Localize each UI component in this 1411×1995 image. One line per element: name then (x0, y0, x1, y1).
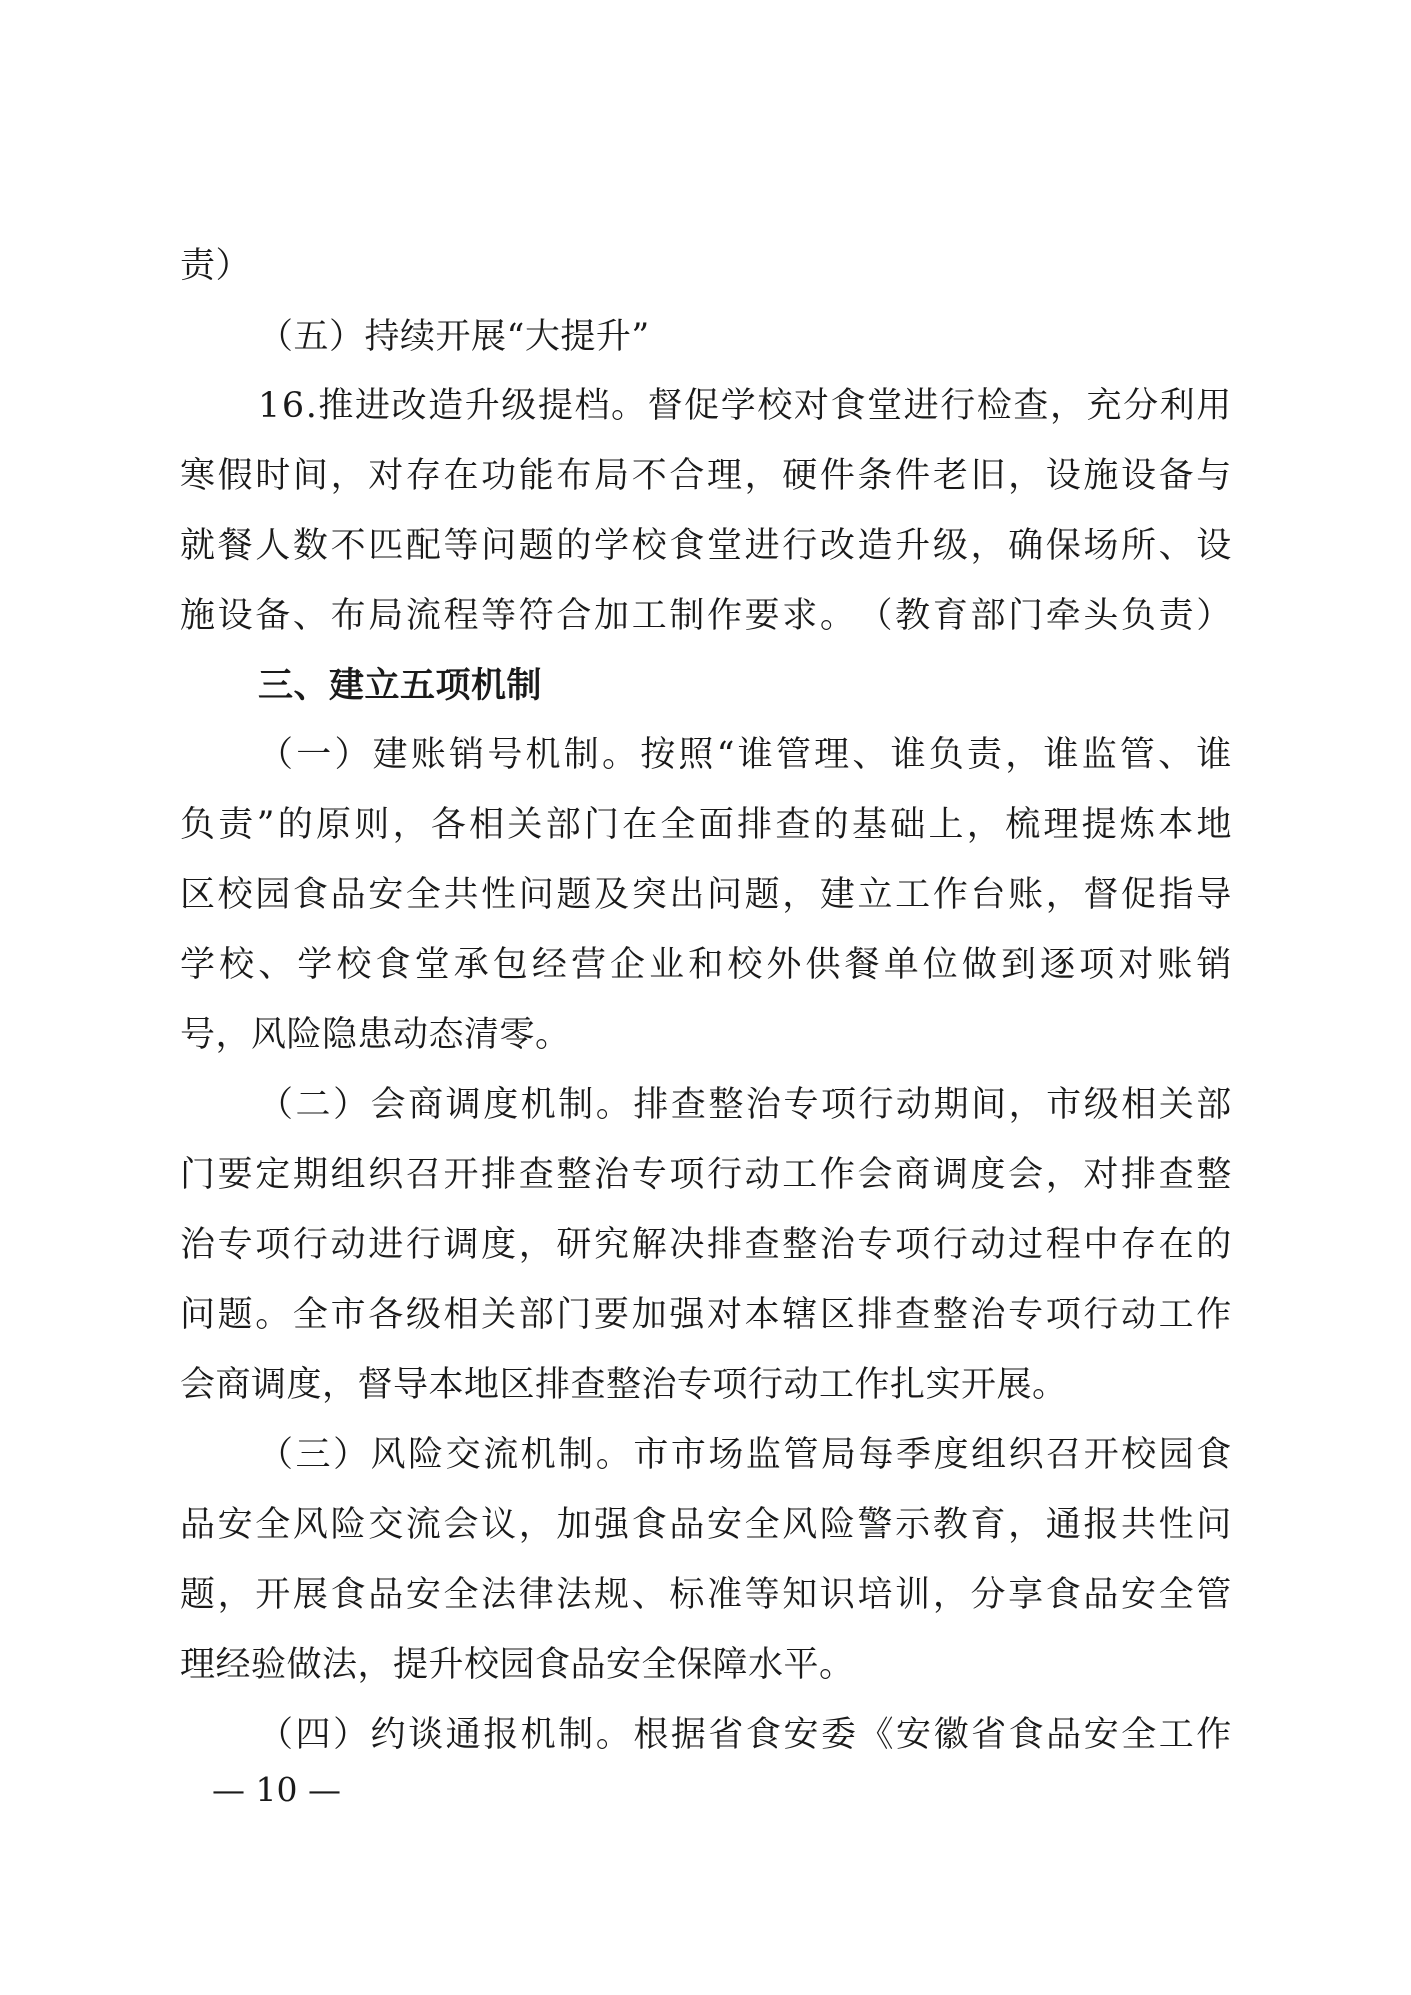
text-line: 题 ， 开 展 食 品 安 全 法 律 法 规 、 标 准 等 知 识 培 训 ， 分 享 食 品 安 全 管 (180, 1575, 1232, 1615)
text-line: 门 要 定 期 组 织 召 开 排 查 整 治 专 项 行 动 工 作 会 商 调 度 会 ， 对 排 查 整 (180, 1155, 1232, 1195)
text-line: 理经验做法，提升校园食品安全保障水平。 (180, 1645, 855, 1685)
text-line: 区 校 园 食 品 安 全 共 性 问 题 及 突 出 问 题 ， 建 立 工 作 台 账 ， 督 促 指 导 (180, 875, 1232, 915)
text-line: 寒 假 时 间 ， 对 存 在 功 能 布 局 不 合 理 ， 硬 件 条 件 老 旧 ， 设 施 设 备 与 (180, 456, 1232, 496)
text-line: （ 二 ） 会 商 调 度 机 制 。 排 查 整 治 专 项 行 动 期 间 ， 市 级 相 关 部 (258, 1085, 1232, 1125)
text-line: 1 6 . 推 进 改 造 升 级 提 档 。 督 促 学 校 对 食 堂 进 行 检 查 ， 充 分 利 用 (258, 386, 1232, 426)
page-number: — 10 — (212, 1770, 341, 1809)
text-line: （ 四 ） 约 谈 通 报 机 制 。 根 据 省 食 安 委 《 安 徽 省 食 品 安 全 工 作 (258, 1715, 1232, 1755)
text-line: 品 安 全 风 险 交 流 会 议 ， 加 强 食 品 安 全 风 险 警 示 教 育 ， 通 报 共 性 问 (180, 1505, 1232, 1545)
text-line: 会商调度，督导本地区排查整治专项行动工作扎实开展。 (180, 1365, 1068, 1405)
text-line: 施 设 备 、 布 局 流 程 等 符 合 加 工 制 作 要 求 。 （ 教 育 部 门 牵 头 负 责 ） (180, 596, 1232, 636)
text-line: 就 餐 人 数 不 匹 配 等 问 题 的 学 校 食 堂 进 行 改 造 升 级 ， 确 保 场 所 、 设 (180, 526, 1232, 566)
text-line: 负 责 ” 的 原 则 ， 各 相 关 部 门 在 全 面 排 查 的 基 础 上 ， 梳 理 提 炼 本 地 (180, 805, 1232, 845)
text-line: 问 题 。 全 市 各 级 相 关 部 门 要 加 强 对 本 辖 区 排 查 整 治 专 项 行 动 工 作 (180, 1295, 1232, 1335)
text-line: （ 一 ） 建 账 销 号 机 制 。 按 照 “ 谁 管 理 、 谁 负 责 ， 谁 监 管 、 谁 (258, 735, 1232, 775)
text-line: 学 校 、 学 校 食 堂 承 包 经 营 企 业 和 校 外 供 餐 单 位 做 到 逐 项 对 账 销 (180, 945, 1232, 985)
section-heading: 三、建立五项机制 (258, 666, 543, 706)
text-line: 治 专 项 行 动 进 行 调 度 ， 研 究 解 决 排 查 整 治 专 项 行 动 过 程 中 存 在 的 (180, 1225, 1232, 1265)
text-line: 责） (180, 246, 252, 286)
text-line: （ 三 ） 风 险 交 流 机 制 。 市 市 场 监 管 局 每 季 度 组 织 召 开 校 园 食 (258, 1435, 1232, 1475)
text-line: 号，风险隐患动态清零。 (180, 1015, 571, 1055)
text-line: （五）持续开展“大提升” (258, 317, 650, 357)
